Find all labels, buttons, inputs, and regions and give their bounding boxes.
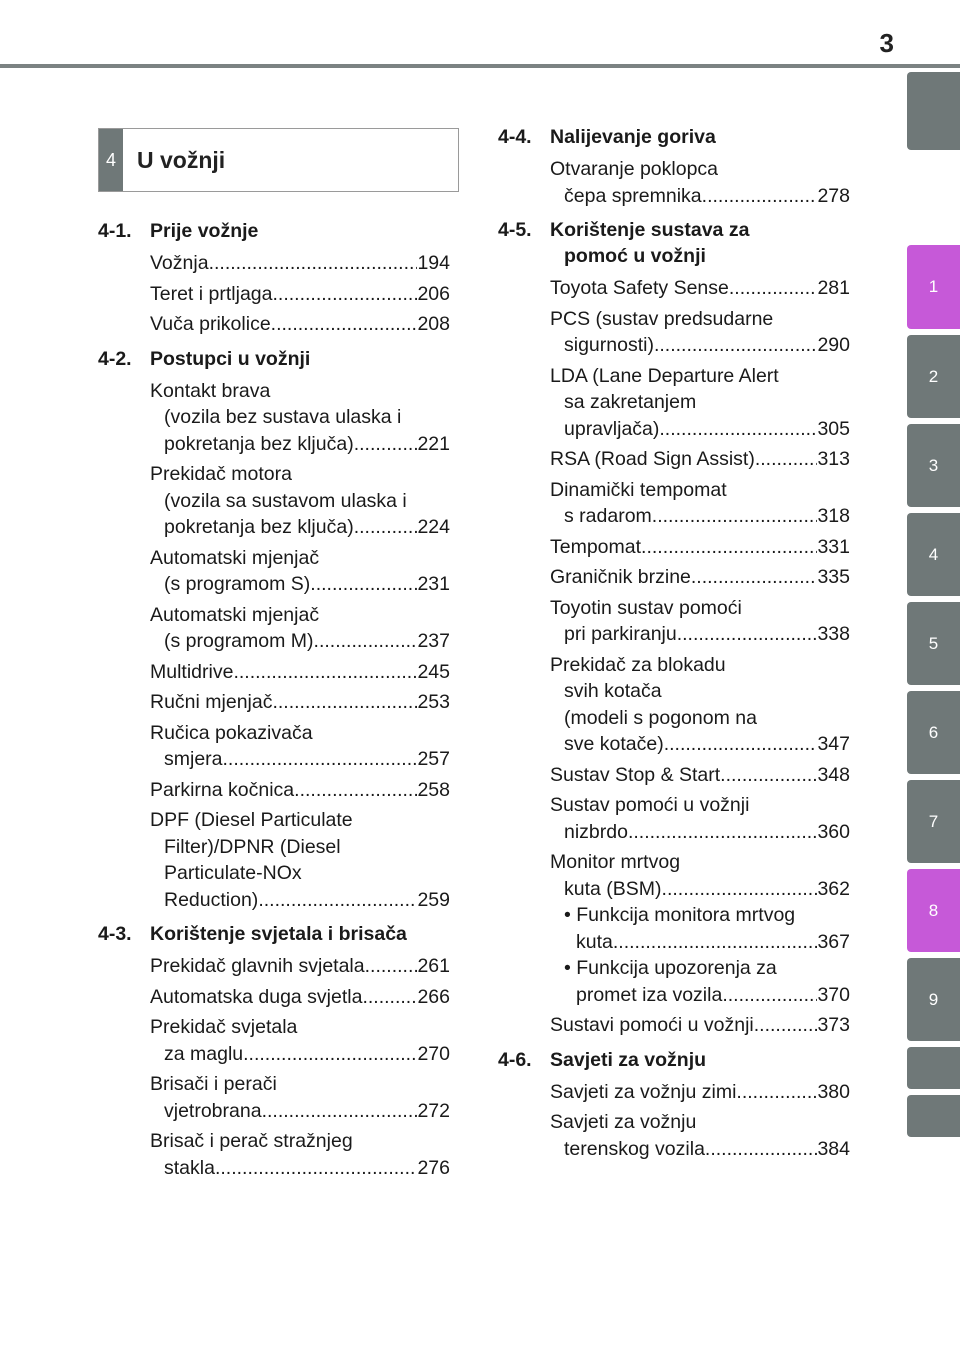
section-heading[interactable] [498,217,850,269]
side-tab-4[interactable] [907,513,960,596]
dot-leader [659,416,817,443]
entry-page: 266 [417,985,450,1008]
dot-leader [705,1136,818,1163]
entry-text: terenskog vozila [564,1137,705,1160]
side-tab-label: 9 [928,989,939,1009]
entry-text: (modeli s pogonom na [564,706,757,729]
entry-text: Multidrive [150,660,234,683]
entry-text: vjetrobrana [164,1099,262,1122]
dot-leader [209,250,418,277]
dot-leader [215,1155,418,1182]
entry-text: Kontakt brava [150,379,271,402]
section-title: Prije vožnje [150,220,259,242]
side-tab-label: 4 [928,544,939,564]
toc-left-column [98,218,450,1189]
page-number: 3 [879,28,894,58]
dot-leader [722,982,817,1009]
dot-leader [664,731,818,758]
toc-entry[interactable] [150,311,450,338]
entry-text: Prekidač motora [150,463,292,485]
toc-entry[interactable] [550,534,850,561]
entry-text: pokretanja bez ključa) [164,432,354,455]
side-tab-11[interactable] [907,1095,960,1137]
toc-entry[interactable] [550,363,850,443]
entry-page: 370 [817,983,850,1006]
toc-section-4-3 [98,921,450,1181]
entry-text: Brisači i perači [150,1073,277,1095]
side-tab-2[interactable] [907,335,960,418]
section-number: 4-2. [98,347,132,370]
section-heading[interactable] [98,921,450,947]
dot-leader [233,659,417,686]
entry-text: kuta [576,930,613,953]
entry-page: 373 [817,1014,850,1036]
toc-entry[interactable] [550,792,850,845]
entry-text: Ručica pokazivača [150,721,313,744]
toc-entry[interactable] [150,1071,450,1124]
dot-leader [755,446,818,473]
entry-text: RSA (Road Sign Assist) [550,448,755,470]
dot-leader [258,887,417,914]
entry-page: 231 [417,573,450,595]
dot-leader [702,183,818,210]
entry-text: kuta (BSM) [564,877,662,900]
entry-text: Automatski mjenjač [150,603,320,626]
side-tab-label: 5 [928,633,939,653]
toc-entry[interactable] [150,1128,450,1181]
toc-entry[interactable] [150,777,450,804]
entry-text: Sustav Stop & Start [550,763,721,786]
side-tab-3[interactable] [907,424,960,507]
entry-page: 276 [417,1156,450,1179]
entry-text: upravljača) [564,417,660,440]
toc-entry[interactable] [550,156,850,209]
entry-page: 258 [417,778,450,801]
entry-page: 208 [417,313,450,335]
side-tab-0[interactable] [907,72,960,150]
entry-page: 281 [817,277,850,299]
entry-page: 253 [417,691,450,713]
entry-text: PCS (sustav predsudarne [550,307,774,330]
entry-text: Prekidač svjetala [150,1016,298,1038]
entry-text: Otvaranje poklopca [550,158,719,180]
dot-leader [243,1041,417,1068]
section-title: Postupci u vožnji [150,347,311,370]
dot-leader [654,332,818,359]
entry-page: 278 [817,184,850,207]
section-title: Nalijevanje goriva [550,126,716,148]
side-tab-9[interactable] [907,958,960,1041]
section-number: 4-1. [98,220,132,242]
toc-entry[interactable] [150,1014,450,1067]
toc-entry[interactable] [550,477,850,530]
section-title: Korištenje svjetala i brisača [150,923,407,945]
toc-entry[interactable] [550,595,850,648]
side-tab-label: 8 [928,900,939,920]
dot-leader [262,1098,418,1125]
entry-text: (s programom M) [164,630,314,652]
side-tab-label: 3 [928,455,939,475]
dot-leader [354,514,418,541]
entry-page: 347 [817,733,850,755]
toc-entry[interactable] [550,275,850,302]
section-title: Korištenje sustava za [550,219,750,241]
side-tab-label: 1 [928,277,939,296]
entry-text[interactable]: • Funkcija upozorenja za [564,957,777,979]
entry-text: Brisač i perač stražnjeg [150,1130,353,1152]
toc-section-4-4 [498,124,850,209]
entry-text: DPF (Diesel Particulate [150,809,353,831]
toc-entry[interactable] [150,602,450,655]
dot-leader [365,953,418,980]
entry-page: 335 [817,566,850,588]
dot-leader [314,628,418,655]
toc-entry[interactable] [550,564,850,591]
dot-leader [628,819,817,846]
section-number: 4-4. [498,126,532,148]
entry-page: 270 [417,1042,450,1065]
entry-page: 245 [417,660,450,683]
toc-entry[interactable] [150,281,450,308]
entry-page: 362 [817,877,850,900]
section-heading[interactable] [98,346,450,372]
entry-text: Toyotin sustav pomoći [550,596,742,619]
entry-text: svih kotača [564,680,662,702]
entry-text: Teret i prtljaga [150,282,273,305]
toc-entry[interactable] [150,461,450,541]
entry-page: 338 [817,623,850,645]
toc-entry[interactable] [150,659,450,686]
side-tab-7[interactable] [907,780,960,863]
section-heading[interactable] [498,1047,850,1073]
dot-leader [362,984,417,1011]
dot-leader [662,876,818,903]
dot-leader [271,311,418,338]
dot-leader [736,1079,817,1106]
entry-text: Sustavi pomoći u vožnji [550,1014,754,1036]
dot-leader [354,431,418,458]
dot-leader [691,564,818,591]
entry-page: 257 [417,748,450,770]
section-heading[interactable] [498,124,850,150]
toc-entry[interactable] [150,689,450,716]
dot-leader [272,689,417,716]
entry-text: čepa spremnika [564,184,702,207]
toc-entry[interactable] [150,953,450,980]
side-tab-8[interactable] [907,869,960,952]
entry-text: Toyota Safety Sense [550,277,729,299]
entry-page: 206 [417,282,450,305]
toc-entry[interactable] [550,1079,850,1106]
toc-entry[interactable] [550,1012,850,1039]
entry-text: sigurnosti) [564,334,654,356]
toc-entry[interactable] [550,652,850,758]
entry-text: Prekidač za blokadu [550,653,726,676]
section-title: Savjeti za vožnju [550,1048,707,1071]
entry-text: promet iza vozila [576,983,723,1006]
entry-text: za maglu [164,1042,244,1065]
entry-page: 318 [817,505,850,527]
entry-text[interactable]: • Funkcija monitora mrtvog [564,904,796,926]
toc-right-column [498,124,850,1170]
entry-text: Particulate-NOx [164,862,302,884]
toc-entry[interactable] [150,720,450,773]
chapter-title: U vožnji [137,147,226,173]
entry-text: (s programom S) [164,573,311,595]
chapter-header [98,128,459,192]
entry-text: Tempomat [550,535,642,558]
entry-page: 331 [817,535,850,558]
entry-page: 305 [817,417,850,440]
entry-page: 272 [417,1099,450,1122]
section-title: pomoć u vožnji [564,245,706,267]
dot-leader [613,929,818,956]
toc-entry[interactable] [150,807,450,913]
toc-entry[interactable] [150,378,450,458]
entry-text: Dinamički tempomat [550,478,727,501]
entry-page: 348 [817,763,850,786]
entry-text: (vozila bez sustava ulaska i [164,406,402,428]
entry-text: Automatski mjenjač [150,546,320,569]
dot-leader [223,746,418,773]
entry-text: sa zakretanjem [564,391,697,413]
dot-leader [294,777,417,804]
dot-leader [310,571,417,598]
entry-text: Sustav pomoći u vožnji [550,794,750,816]
entry-text: nizbrdo [564,820,628,843]
entry-text: (vozila sa sustavom ulaska i [164,489,407,512]
entry-text: Filter)/DPNR (Diesel [164,835,341,858]
entry-page: 367 [817,930,850,953]
entry-text: s radarom [564,505,652,527]
entry-text: pri parkiranju [564,623,677,645]
entry-page: 261 [417,955,450,977]
toc-section-4-2 [98,346,450,914]
entry-page: 290 [817,334,850,356]
entry-page: 259 [417,888,450,911]
entry-page: 221 [417,432,450,455]
toc-section-4-6 [498,1047,850,1163]
entry-text: Graničnik brzine [550,566,691,588]
dot-leader [729,275,818,302]
toc-entry[interactable] [150,250,450,277]
side-tab-label: 7 [928,811,939,831]
entry-text: smjera [164,748,223,770]
side-tab-10[interactable] [907,1047,960,1089]
entry-text: Prekidač glavnih svjetala [150,955,365,977]
toc-entry[interactable] [550,762,850,789]
entry-text: LDA (Lane Departure Alert [550,364,779,387]
dot-leader [720,762,817,789]
entry-page: 313 [817,448,850,470]
side-tab-label: 6 [928,722,939,742]
section-number: 4-5. [498,219,532,241]
side-tab-1[interactable] [907,245,960,329]
entry-page: 224 [417,516,450,538]
entry-text: Automatska duga svjetla [150,985,363,1008]
entry-page: 360 [817,820,850,843]
chapter-number: 4 [99,129,123,191]
entry-text: Vožnja [150,252,209,274]
toc-section-4-1 [98,218,450,338]
entry-text: Parkirna kočnica [150,778,295,801]
section-number: 4-6. [498,1048,532,1071]
section-heading[interactable] [98,218,450,244]
dot-leader [754,1012,818,1039]
entry-text: Savjeti za vožnju [550,1111,697,1133]
section-number: 4-3. [98,923,132,945]
entry-text: Ručni mjenjač [150,691,273,713]
entry-text: pokretanja bez ključa) [164,516,354,538]
entry-text: Reduction) [164,888,259,911]
entry-text: Vuča prikolice [150,313,271,335]
side-tab-5[interactable] [907,602,960,685]
side-tab-6[interactable] [907,691,960,774]
entry-page: 194 [417,252,450,274]
entry-text: Monitor mrtvog [550,851,681,873]
toc-entry[interactable] [550,446,850,473]
entry-page: 380 [817,1080,850,1103]
toc-entry[interactable] [550,1109,850,1162]
top-rule [0,64,960,68]
entry-text: stakla [164,1156,215,1179]
dot-leader [652,503,818,530]
side-tab-label: 2 [928,366,939,386]
dot-leader [677,621,818,648]
toc-entry[interactable] [150,545,450,598]
entry-text: sve kotače) [564,733,664,755]
dot-leader [272,281,417,308]
toc-entry[interactable] [150,984,450,1011]
toc-entry[interactable] [550,849,850,1008]
entry-text: Savjeti za vožnju zimi [550,1080,737,1103]
entry-page: 384 [817,1137,850,1160]
dot-leader [641,534,817,561]
toc-entry[interactable] [550,306,850,359]
toc-section-4-5 [498,217,850,1039]
entry-page: 237 [417,630,450,652]
